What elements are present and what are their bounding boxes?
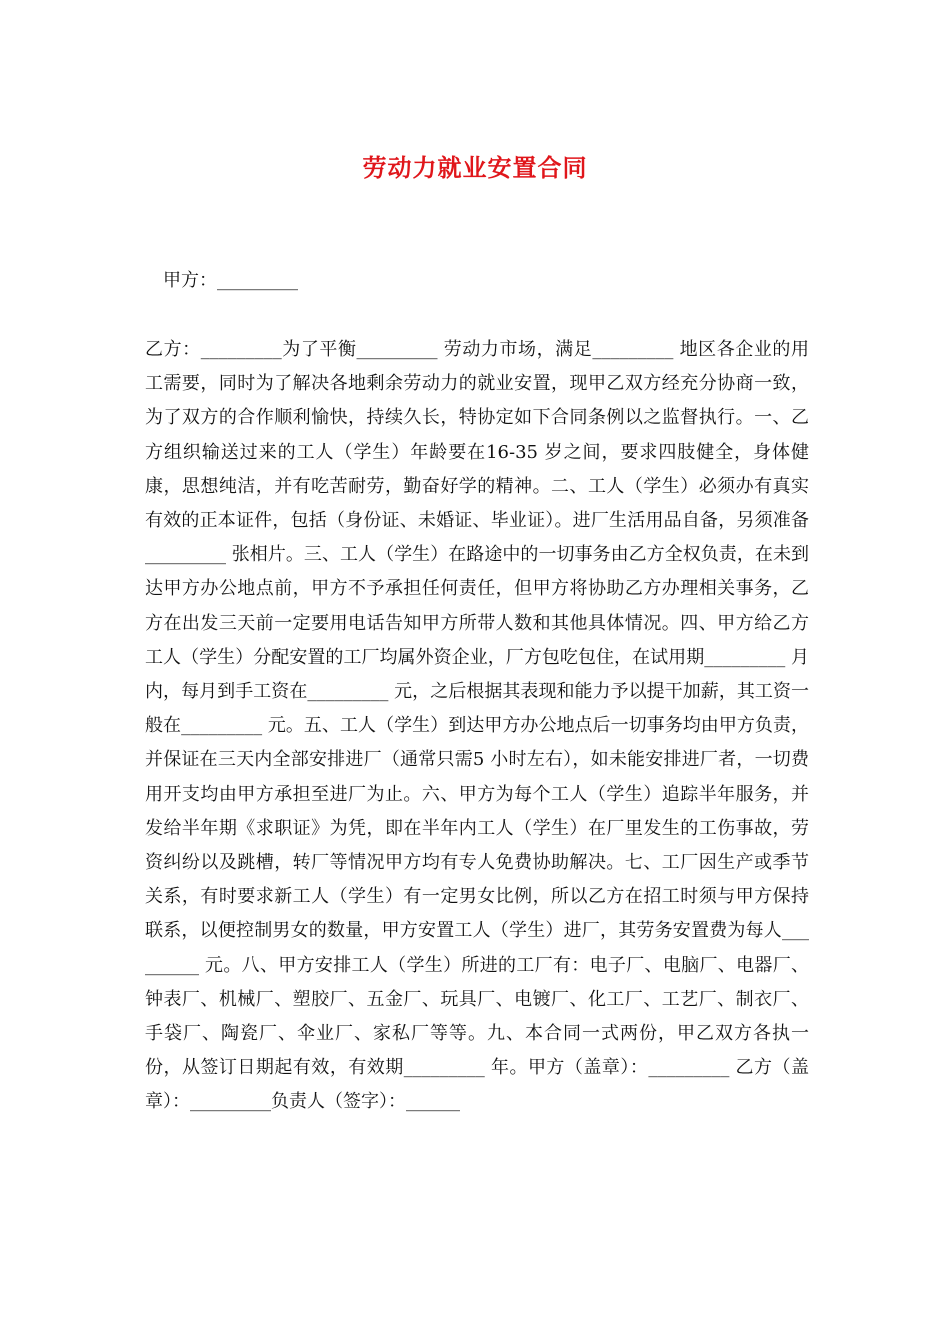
party-a-line: 甲方：_________ [163,270,298,291]
contract-body: 乙方：_________为了平衡_________ 劳动力市场，满足_________ 地区各企业的用工需要，同时为了解决各地剩余劳动力的就业安置，现甲乙双方经充分协商一致，为了双方的合作顺利愉快，持续久长，特协定如下合同条例以之监督执行。一、乙方组织输送过来的工人（学生）年龄要在16-35 岁之间，要求四肢健全，身体健康，思想纯洁，并有吃苦耐劳，勤奋好学的精神。二、工人（学生）必须办有真实有效的正本证件，包括（身份证、未婚证、毕业证）。进厂生活用品自备，另须准备_________ 张相片。三、工人（学生）在路途中的一切事务由乙方全权负责，在未到达甲方办公地点前，甲方不予承担任何责任，但甲方将协助乙方办理相关事务，乙方在出发三天前一定要用电话告知甲方所带人数和其他具体情况。四、甲方给乙方工人（学生）分配安置的工厂均属外资企业，厂方包吃包住，在试用期_________ 月内，每月到手工资在_________ 元，之后根据其表现和能力予以提干加薪，其工资一般在_________ 元。五、工人（学生）到达甲方办公地点后一切事务均由甲方负责，并保证在三天内全部安排进厂（通常只需5 小时左右），如未能安排进厂者，一切费用开支均由甲方承担至进厂为止。六、甲方为每个工人（学生）追踪半年服务，并发给半年期《求职证》为凭，即在半年内工人（学生）在厂里发生的工伤事故，劳资纠纷以及跳槽，转厂等情况甲方均有专人免费协助解决。七、工厂因生产或季节关系，有时要求新工人（学生）有一定男女比例，所以乙方在招工时须与甲方保持联系，以便控制男女的数量，甲方安置工人（学生）进厂，其劳务安置费为每人_________ 元。八、甲方安排工人（学生）所进的工厂有：电子厂、电脑厂、电器厂、钟表厂、机械厂、塑胶厂、五金厂、玩具厂、电镀厂、化工厂、工艺厂、制衣厂、手袋厂、陶瓷厂、伞业厂、家私厂等等。九、本合同一式两份，甲乙双方各执一份，从签订日期起有效，有效期_________ 年。甲方（盖章）：_________ 乙方（盖章）：_________负责人（签字）：______ [145,339,809,1113]
document-title: 劳动力就业安置合同 [362,153,588,182]
